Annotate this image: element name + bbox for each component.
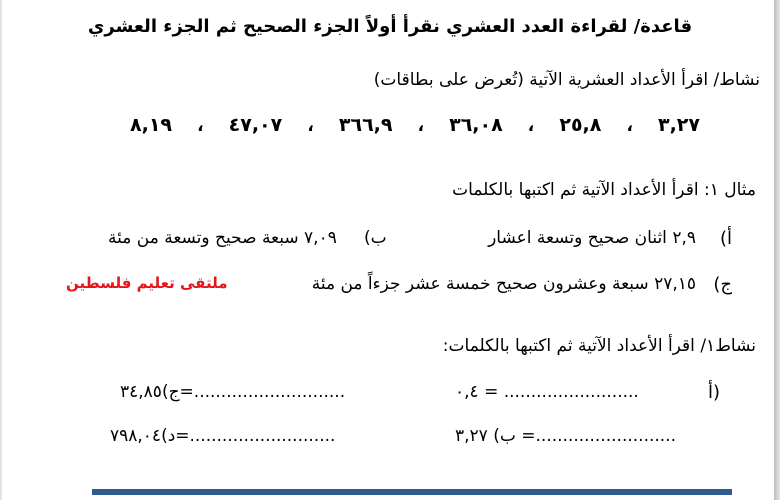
separator: ، (307, 116, 314, 136)
example-heading: مثال ١: اقرأ الأعداد الآتية ثم اكتبها بالكلمات (452, 180, 756, 200)
decimal-number: ٣٦,٠٨ (449, 114, 503, 136)
exercise-a: ٠,٤ = ......................... (455, 382, 639, 402)
example-c-text: ٢٧,١٥ سبعة وعشرون صحيح خمسة عشر جزءاً من مئة (311, 274, 696, 294)
decimal-number: ٣٦٦,٩ (338, 114, 393, 136)
example-b-text: ٧,٠٩ سبعة صحيح وتسعة من مئة (108, 228, 337, 248)
example-a-text: ٢,٩ اثنان صحيح وتسعة اعشار (488, 228, 696, 248)
bottom-divider-bar (92, 489, 732, 495)
example-b-label: ب) (364, 228, 387, 248)
separator: ، (626, 116, 633, 136)
decimal-number: ٣,٢٧ (657, 114, 700, 136)
separator: ، (417, 116, 425, 136)
exercise-a-label: أ) (708, 382, 721, 403)
example-c-label: ج) (713, 274, 732, 295)
decimal-number: ٢٥,٨ (559, 114, 602, 136)
decimal-number: ٤٧,٠٧ (228, 114, 283, 136)
forum-name-label: ملتقى تعليم فلسطين (66, 274, 228, 292)
example-a-label: أ) (719, 228, 732, 249)
decimal-number: ٨,١٩ (130, 114, 173, 136)
exercise-b: ب) ٣,٢٧ =.......................... (455, 426, 676, 446)
activity-heading: نشاط/ اقرأ الأعداد العشرية الآتية (تُعرض على بطاقات) (373, 70, 760, 90)
decimal-numbers-row (130, 114, 700, 136)
separator: ، (197, 116, 204, 136)
page-right-edge-shadow (774, 0, 780, 500)
exercise-d: د)٧٩٨,٠٤=........................... (110, 426, 336, 446)
exercise-c: ج)٣٤,٨٥=............................ (120, 382, 346, 402)
rule-title: قاعدة/ لقراءة العدد العشري نقرأ أولاً الجزء الصحيح ثم الجزء العشري (87, 16, 693, 37)
page-left-edge (0, 0, 2, 500)
separator: ، (527, 116, 535, 136)
activity1-heading: نشاط١/ اقرأ الأعداد الآتية ثم اكتبها بالكلمات: (442, 336, 756, 356)
